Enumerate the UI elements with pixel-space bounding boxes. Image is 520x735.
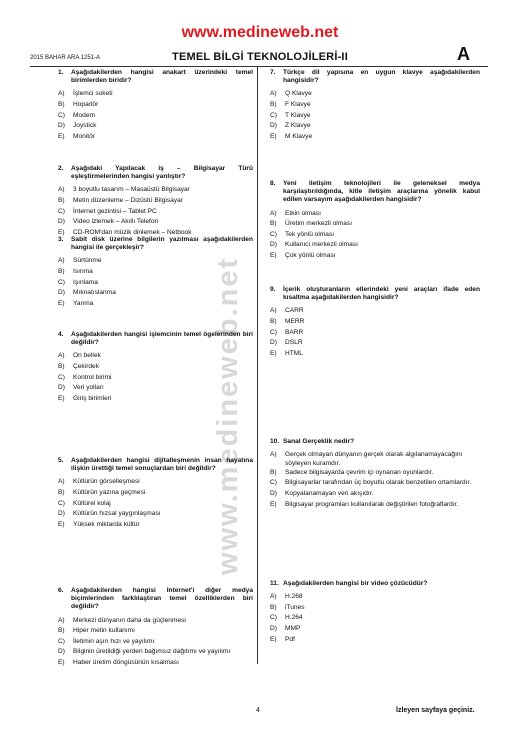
question-11 [270,580,480,645]
question-number: 2. [58,165,64,172]
option-letter: A) [270,307,277,315]
option-text: Metin düzenleme – Dizüstü Bilgisayar [73,197,183,204]
option-text: HTML [285,349,303,357]
answer-option[interactable] [58,278,253,289]
question-text: Yeni iletişim teknolojileri ile geleneksel medya karşılaştırıldığında, kitle iletişim araçlarına yönelik kabul edilen varsayım aşağıdakilerden hangisidir? [283,180,480,204]
option-text: Veri yolları [73,384,104,392]
answer-option[interactable] [58,185,253,196]
answer-option[interactable] [58,509,253,520]
option-letter: D) [270,489,277,497]
question-head [58,236,253,252]
question-head [58,587,253,612]
answer-option[interactable] [270,230,480,241]
answer-options [58,89,253,142]
question-head [58,457,253,473]
option-text: Pdf [285,635,295,643]
answer-options [58,351,253,404]
question-4 [58,331,253,404]
option-letter: E) [58,658,65,666]
answer-option[interactable] [270,240,480,251]
option-letter: D) [270,241,277,249]
option-text: Çok yönlü olması [285,251,336,259]
option-text: Sadece bilgisayarda çevrim içi oynanan oyunlardır. [285,468,434,476]
answer-options [58,185,253,238]
option-text: iTunes [285,603,305,611]
option-text: MMP [285,624,301,632]
answer-option[interactable] [58,616,253,627]
option-letter: D) [270,122,277,130]
option-letter: E) [270,349,277,357]
option-text: Hiper metin kullanımı [73,627,135,635]
answer-option[interactable] [58,89,253,100]
answer-option[interactable] [58,196,253,207]
option-text: Işınlama [73,278,98,286]
option-text: Q Klavye [285,90,312,98]
answer-option[interactable] [58,637,253,648]
option-text: Joystick [73,122,97,130]
question-head [58,69,253,85]
option-text: H.268 [285,593,303,601]
option-text: T Klavye [285,111,311,119]
option-letter: C) [270,614,277,622]
option-text: Giriş birimleri [73,394,112,402]
option-text: Mıknatıslanma [73,289,116,297]
answer-option[interactable] [270,209,480,220]
option-letter: B) [270,318,277,325]
option-letter: C) [58,278,65,286]
question-number: 7. [270,69,276,76]
question-3 [58,236,253,309]
option-text: Kültürel kolaj [73,499,111,507]
option-text: CD-ROM'dan müzik dinlemek – Netbook [73,228,192,236]
answer-option[interactable] [270,121,480,132]
answer-option[interactable] [58,520,253,531]
answer-option[interactable] [58,207,253,218]
answer-options [58,477,253,530]
answer-option[interactable] [270,468,480,479]
option-letter: E) [58,394,65,402]
option-letter: A) [270,90,277,98]
header-divider [30,66,488,67]
option-text: Kültürün yazına geçmesi [73,489,146,496]
option-letter: B) [270,220,277,228]
option-text: Haber üretim döngüsünün kısalması [73,658,179,666]
answer-options [58,616,253,669]
option-text: MERR [285,318,305,325]
question-text: Aşağıdakilerden hangisi dijitalleşmenin insan hayatına ilişkin ürettiği temel sonuçlardan biri değildir? [71,457,253,473]
exam-code: 2015 BAHAR ARA 1251-A [30,55,101,61]
question-head [58,165,253,181]
question-number: 8. [270,180,276,187]
question-head [270,438,480,446]
option-text: Sürtünme [73,257,102,265]
answer-option[interactable] [270,306,480,317]
page-number: 4 [256,707,260,714]
question-text: İçerik oluşturanların ellerindeki yeni araçları ifade eden kısaltma aşağıdakilerden hangisidir? [283,286,480,302]
answer-option[interactable] [58,477,253,488]
answer-option[interactable] [58,121,253,132]
question-head [270,580,480,588]
question-number: 11. [270,580,279,587]
option-text: Gerçek olmayan dünyanın gerçek olarak algılanamayacağını söyleyen kuramdır. [285,451,463,467]
option-text: Yüksek miktarda kültür [73,520,140,528]
column-divider [257,67,258,664]
option-letter: B) [58,627,65,635]
option-text: Modem [73,111,95,119]
answer-option[interactable] [270,489,480,500]
question-number: 9. [270,286,276,293]
watermark: www.medineweb.net [212,256,244,575]
option-text: Etkin olması [285,209,321,217]
question-7 [270,69,480,142]
option-letter: D) [270,339,277,347]
option-text: Çekirdek [73,363,100,370]
answer-option[interactable] [270,317,480,328]
option-letter: D) [58,648,65,656]
option-letter: D) [58,218,65,226]
answer-option[interactable] [58,267,253,278]
question-text: Aşağıdaki Yapılacak iş – Bilgisayar Türü eşleştirmelerinden hangisi yanlıştır? [71,165,253,181]
question-text: Aşağıdakilerden hangisi işlemcinin temel ögelerinden biri değildir? [71,331,253,347]
option-letter: C) [58,499,65,507]
question-5 [58,457,253,530]
booklet-letter: A [457,44,470,64]
page-title: TEMEL BİLGİ TEKNOLOJİLERİ-II [172,51,348,63]
question-number: 4. [58,331,64,338]
option-text: M Klavye [285,132,313,140]
option-text: Isınma [73,268,93,275]
option-text: DSLR [285,339,303,347]
answer-option[interactable] [270,592,480,603]
option-letter: A) [58,616,65,624]
answer-option[interactable] [270,89,480,100]
option-text: CARR [285,307,304,315]
option-letter: A) [58,352,65,360]
option-letter: B) [270,468,277,476]
option-text: On bellek [73,352,101,360]
answer-options [270,306,480,359]
option-text: Bilginin üretildiği yerden bağımsız dağıtımı ve yayılımı [73,648,231,656]
answer-option[interactable] [270,251,480,262]
option-letter: A) [270,451,277,459]
option-letter: E) [58,132,65,140]
option-letter: A) [58,478,65,486]
answer-options [270,89,480,142]
option-text: Bilgisayar programları kullanılarak değiştirilen fotoğraflardır. [285,500,459,508]
answer-option[interactable] [270,111,480,122]
answer-option[interactable] [270,500,480,511]
option-letter: E) [270,251,277,259]
answer-option[interactable] [58,256,253,267]
option-letter: E) [58,520,65,528]
answer-option[interactable] [270,349,480,360]
option-text: Hoparlör [73,101,99,108]
answer-option[interactable] [270,613,480,624]
option-letter: B) [58,268,65,275]
option-text: Yanma [73,299,94,307]
question-6 [58,587,253,669]
option-letter: B) [270,101,277,108]
question-8 [270,180,480,262]
answer-option[interactable] [58,299,253,310]
option-text: İletimin aşırı hızı ve yayılımı [73,637,155,645]
question-text: Aşağıdakilerden hangisi bir video çözücüdür? [283,580,428,587]
answer-option[interactable] [270,478,480,489]
option-text: Video izlemek – Akıllı Telefon [73,218,159,226]
question-number: 3. [58,236,64,243]
answer-option[interactable] [58,658,253,669]
option-letter: D) [58,510,65,518]
option-letter: E) [58,299,65,307]
question-number: 1. [58,69,64,76]
option-letter: C) [270,328,277,336]
option-text: Tek yönlü olması [285,230,335,238]
option-text: Z Klavye [285,122,311,130]
option-text: Kullanıcı merkezli olması [285,241,358,249]
option-letter: B) [58,363,65,370]
option-letter: D) [270,624,277,632]
answer-option[interactable] [58,373,253,384]
option-letter: C) [270,230,277,238]
option-letter: D) [58,289,65,297]
question-head [270,180,480,205]
question-number: 10. [270,438,280,445]
option-letter: D) [58,122,65,130]
answer-option[interactable] [58,499,253,510]
answer-option[interactable] [58,362,253,373]
option-text: Kültürün hızsal yaygınlaşması [73,510,161,518]
answer-option[interactable] [58,288,253,299]
answer-option[interactable] [270,132,480,143]
answer-option[interactable] [270,624,480,635]
option-text: İnternet gezintisi – Tablet PC [73,207,157,215]
question-text: Aşağıdakilerden hangisi anakart üzerindeki temel birimlerden biridir? [71,69,253,85]
answer-option[interactable] [58,100,253,111]
answer-option[interactable] [270,338,480,349]
option-text: F Klavye [285,101,311,108]
option-letter: C) [58,373,65,381]
question-10 [270,438,480,510]
option-letter: A) [270,209,277,217]
option-letter: B) [58,489,65,496]
option-letter: C) [58,637,65,645]
answer-options [270,209,480,262]
question-text: Türkçe dil yapısına en uygun klavye aşağıdakilerden hangisidir? [283,69,480,85]
question-head [58,331,253,347]
question-head [270,286,480,302]
option-letter: B) [58,197,65,204]
option-letter: D) [58,384,65,392]
option-text: İşlemci soketi [73,90,113,98]
answer-option[interactable] [58,394,253,405]
answer-option[interactable] [270,328,480,339]
question-9 [270,286,480,359]
question-number: 5. [58,457,64,464]
answer-option[interactable] [58,132,253,143]
question-text: Sanal Gerçeklik nedir? [283,438,355,445]
option-text: Monitör [73,132,95,140]
option-text: H.264 [285,614,303,622]
option-text: Üretim merkezli olması [285,220,353,228]
question-head [270,69,480,85]
answer-option[interactable] [270,635,480,646]
question-1 [58,69,253,142]
option-text: Kopyalanamayan veri akışıdır. [285,489,374,497]
option-text: BARR [285,328,304,336]
answer-option[interactable] [58,383,253,394]
question-number: 6. [58,587,64,594]
answer-option[interactable] [58,351,253,362]
option-letter: B) [58,101,65,108]
option-letter: A) [58,257,65,265]
option-text: Kültürün görselleşmesi [73,478,140,486]
next-page-note: İzleyen sayfaya geçiniz. [396,707,475,714]
option-text: Bilgisayarlar tarafından üç boyutlu olarak benzetilen ortamlardır. [285,479,472,487]
answer-option[interactable] [270,219,480,230]
answer-options [58,256,253,309]
option-text: Kontrol birimi [73,373,112,381]
question-2 [58,165,253,238]
question-text: Sabit disk üzerine bilgilerin yazılması aşağıdakilerden hangisi ile gerçekleşir? [71,236,253,252]
answer-option[interactable] [270,100,480,111]
answer-option[interactable] [58,488,253,499]
answer-option[interactable] [270,450,480,468]
answer-options [270,592,480,645]
option-letter: A) [58,186,65,194]
option-letter: E) [58,228,65,236]
option-letter: A) [58,90,65,98]
option-letter: E) [270,500,277,508]
option-letter: E) [270,635,277,643]
option-letter: A) [270,593,277,601]
answer-options [270,450,480,510]
option-letter: C) [270,479,277,487]
option-letter: C) [270,111,277,119]
answer-option[interactable] [58,647,253,658]
answer-option[interactable] [58,626,253,637]
site-banner: www.medineweb.net [181,24,339,41]
option-letter: B) [270,603,277,611]
option-text: 3 boyutlu tasarım – Masaüstü Bilgisayar [73,186,190,194]
option-letter: E) [270,132,277,140]
option-text: Merkezi dünyanın daha da güçlenmesi [73,616,186,624]
option-letter: C) [58,207,65,215]
answer-option[interactable] [58,217,253,228]
option-letter: C) [58,111,65,119]
answer-option[interactable] [270,603,480,614]
question-text: Aşağıdakilerden hangisi Internet'i diğer medya biçimlerinden farklılaştıran temel özelliklerden biri değildir? [71,587,253,611]
answer-option[interactable] [58,111,253,122]
